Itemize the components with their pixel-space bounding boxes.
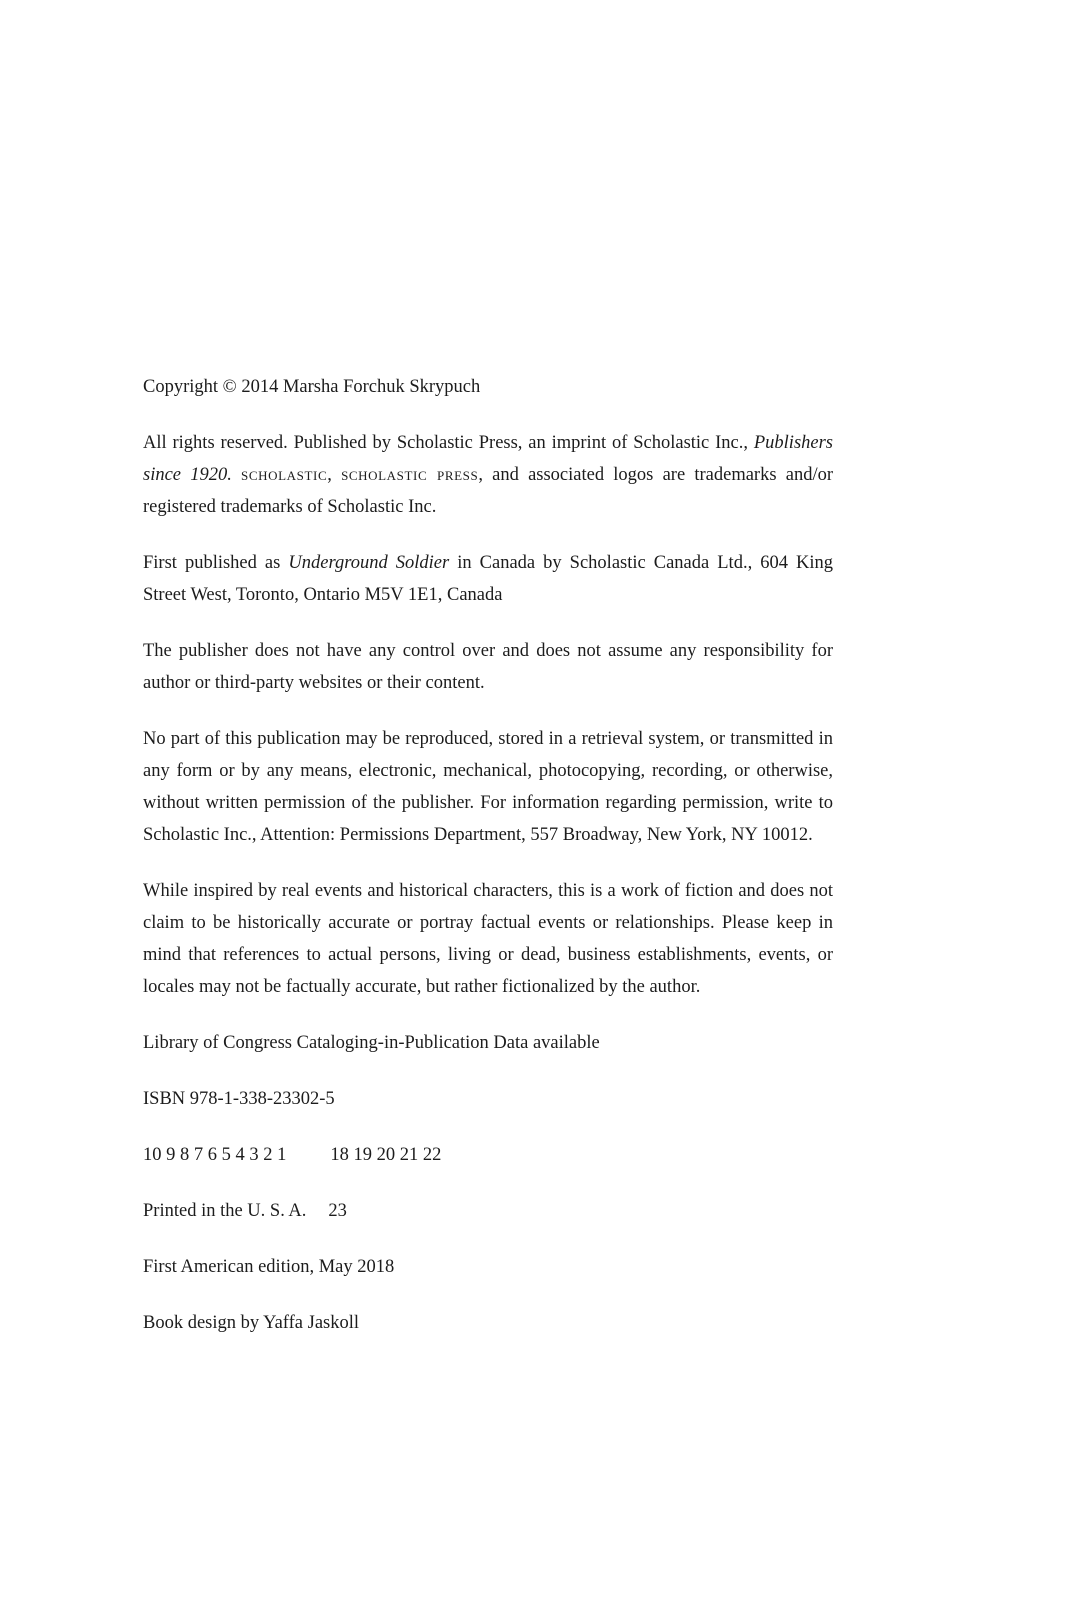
- rights-text-1: All rights reserved. Published by Scholastic Press, an imprint of Scholastic Inc.,: [143, 433, 754, 453]
- first-published-text-2: in Canada by Scholastic Canada Ltd., 604 King Street West, Toronto, Ontario M5V 1E1, Canada: [143, 553, 833, 605]
- printing-years: 18 19 20 21 22: [330, 1145, 442, 1165]
- original-title: Underground Soldier: [288, 553, 450, 573]
- design-credit: Book design by Yaffa Jaskoll: [143, 1313, 360, 1333]
- first-published-text-1: First published as: [143, 553, 289, 573]
- copyright-notice: Copyright © 2014 Marsha Forchuk Skrypuch: [143, 377, 481, 397]
- printing-numbers: 10 9 8 7 6 5 4 3 2 1: [143, 1145, 287, 1165]
- reproduction-notice: No part of this publication may be reproduced, stored in a retrieval system, or transmitted in any form or by any means, electronic, mechanical, photocopying, recording, or otherwise, without written permission of the publisher. For information regarding permission, write to Scholastic Inc., Attention: Permissions Department, 557 Broadway, New York, NY 10012.: [143, 729, 833, 845]
- edition-line: First American edition, May 2018: [143, 1257, 395, 1277]
- printed-in-text: Printed in the U. S. A.: [143, 1201, 307, 1221]
- trademark-scholastic: scholastic: [241, 465, 328, 485]
- printer-code: 23: [328, 1201, 347, 1221]
- first-published-paragraph: [143, 547, 833, 611]
- rights-text-2: , and associated logos are trademarks and/or registered trademarks of Scholastic Inc.: [143, 465, 834, 517]
- printed-in-line: [143, 1195, 833, 1227]
- rights-separator: ,: [327, 465, 342, 485]
- printing-line: [143, 1139, 833, 1171]
- copyright-block: [143, 371, 833, 1363]
- publisher-tagline: Publishers since 1920.: [143, 433, 833, 485]
- fiction-notice: While inspired by real events and historical characters, this is a work of fiction and does not claim to be historically accurate or portray factual events or relationships. Please keep in mind that references to actual persons, living or dead, business establishments, events, or locales may not be factually accurate, but rather fictionalized by the author.: [143, 881, 833, 997]
- trademark-scholastic-press: scholastic press: [341, 465, 479, 485]
- isbn-line: ISBN 978-1-338-23302-5: [143, 1089, 335, 1109]
- website-disclaimer: The publisher does not have any control over and does not assume any responsibility for author or third-party websites or their content.: [143, 641, 833, 693]
- rights-paragraph: [143, 427, 833, 523]
- cip-line: Library of Congress Cataloging-in-Publication Data available: [143, 1033, 600, 1053]
